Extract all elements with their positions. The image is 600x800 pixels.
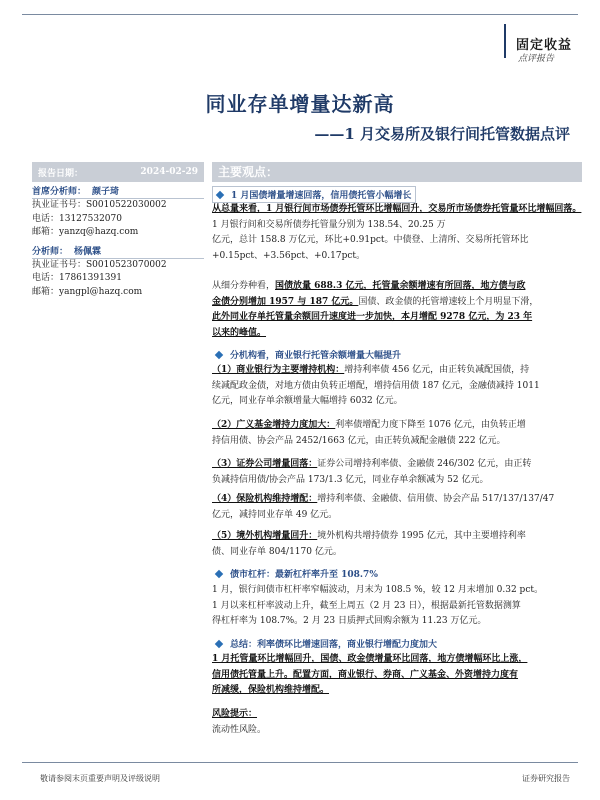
diamond-bullet-icon [215,639,223,647]
risk-text: 流动性风险。 [212,724,267,735]
report-subcategory: 点评报告 [518,54,555,64]
diamond-bullet-icon [215,350,223,358]
paragraph-insurance [212,492,582,523]
body-text: 负减持信用债/协会产品 173/1.3 亿元，同业存单余额减为 52 亿元。 [212,474,489,485]
bullet-heading-text: 分机构看，商业银行托管余额增量大幅提升 [230,351,402,361]
bold-text: 1 月托管量环比增幅回升，国债、政金债增量环比回落，地方债增幅环比上涨， [212,654,528,664]
paragraph-overview [212,202,582,264]
report-date-value: 2024-02-29 [140,167,198,177]
paragraph-leverage [212,583,582,630]
body-text: 从细分券种看， [212,281,276,291]
bullet-heading-text: 债市杠杆：最新杠杆率升至 108.7% [230,570,378,580]
analyst-name: 颜子琦 [92,187,120,197]
analyst-sidebar [32,162,204,299]
bold-text: 信用债托管量上升。配置方面，商业银行、券商、广义基金、外资增持力度有 [212,669,519,680]
body-text: 亿元，总计 158.8 万亿元，环比+0.91pct。中债登、上清所、交易所托管环比 [212,235,529,245]
body-text: +0.15pct、+3.56pct、+0.17pct。 [212,250,365,261]
paragraph-by-type [212,279,582,341]
analyst-email[interactable]: 邮箱：yangpl@hazq.com [32,286,143,297]
paragraph-summary [212,652,582,699]
body-text: 得杠杆率为 108.7%。2 月 23 日质押式回购余额为 11.23 万亿元。 [212,616,487,626]
bold-text: 金债分别增加 1957 与 187 亿元。 [212,296,359,307]
analyst-cert: 执业证书号：S0010523070002 [32,259,167,270]
report-subtitle: ——1 月交易所及银行间托管数据点评 [314,125,570,143]
body-text: 1 月，银行间债市杠杆率窄幅波动，月末为 108.5 %，较 12 月末增加 0.32 pct。 [212,585,543,595]
paragraph-commercial-banks [212,363,582,410]
bold-text: 国债放量 688.3 亿元，托管量余额增速有所回落，地方债与政 [275,281,526,291]
diamond-bullet-icon [215,569,223,577]
bold-text: （4）保险机构维持增配： [212,494,318,504]
bold-text: 此外同业存单托管量余额回升速度进一步加快，本月增配 9278 亿元，为 23 年 [212,312,533,322]
body-text: 持信用债、协会产品 2452/1663 亿元，由正转负减配金融债 222 亿元。 [212,435,506,446]
main-views [212,162,582,735]
paragraph-broad-funds [212,418,582,449]
section-title: 主要观点： [212,162,582,182]
body-text: 1 月银行间和交易所债券托管量分别为 138.54、20.25 万 [212,219,446,230]
bullet-heading [212,186,416,203]
analyst-email[interactable]: 邮箱：yanzq@hazq.com [32,227,139,237]
analyst-header [32,245,204,259]
bold-text: （5）境外机构增量回升： [212,531,318,541]
paragraph-foreign [212,529,582,560]
report-category-block [498,18,578,62]
category-accent-bar [504,24,506,58]
report-date-bar [32,162,204,182]
body-text: 利率债增配力度下降至 1076 亿元，由负转正增 [335,420,526,430]
body-text: 国债、政金债的托管增速较上个月明显下滑， [358,296,539,307]
body-text: 增持利率债、金融债、信用债、协会产品 517/137/137/47 [317,494,555,504]
analyst-role: 首席分析师： [32,187,87,197]
analyst-cert: 执业证书号：S0010522030002 [32,200,167,210]
body-text: 亿元，同业存单余额增量大幅增持 6032 亿元。 [212,396,403,406]
bullet-heading-text: 1 月国债增量增速回落，信用债托管小幅增长 [231,191,412,201]
bold-text: （3）证券公司增量回落： [212,459,318,469]
bullet-heading [212,637,437,650]
risk-section [212,707,582,738]
footer-rule [22,762,578,763]
bold-text: 所减缓，保险机构维持增配。 [212,685,330,695]
analyst-role: 分析师： [32,246,69,257]
bullet-heading [212,567,378,580]
report-title: 同业存单增量达新高 [205,92,395,116]
analyst-name: 杨佩霖 [74,246,102,257]
risk-title: 风险提示： [212,709,258,719]
report-date-label: 报告日期： [38,168,84,179]
analyst-phone: 电话：17861391391 [32,273,122,283]
report-category: 固定收益 [516,38,573,53]
bullet-heading-text: 总结：利率债环比增速回落，商业银行增配力度加大 [230,640,438,650]
bold-text: （2）广义基金增持力度加大： [212,420,336,430]
bold-text: 从总量来看，1 月银行间市场债券托管环比增幅回升，交易所市场债券托管量环比增幅回落。 [212,204,582,214]
paragraph-securities-firms [212,457,582,488]
bullet-heading [212,348,401,361]
body-text: 证券公司增持利率债、金融债 246/302 亿元，由正转 [317,459,532,469]
body-text: 亿元，减持同业存单 49 亿元。 [212,509,338,520]
analyst-phone: 电话：13127532070 [32,213,122,224]
analyst-header [32,185,204,199]
top-rule [22,14,578,15]
body-text: 境外机构共增持债券 1995 亿元，其中主要增持利率 [317,531,526,541]
body-text: 增持利率债 456 亿元，由正转负减配国债，持 [344,365,530,375]
bold-text: （1）商业银行为主要增持机构： [212,365,345,375]
bold-text: 以来的峰值。 [212,327,267,338]
diamond-bullet-icon [216,190,224,198]
body-text: 续减配政金债，对地方债由负转正增配，增持信用债 187 亿元，金融债减持 1011 [212,380,540,391]
footer-disclaimer: 敬请参阅末页重要声明及评级说明 [40,774,160,783]
body-text: 债、同业存单 804/1170 亿元。 [212,546,342,557]
body-text: 1 月以来杠杆率波动上升，截至上周五（2 月 23 日），根据最新托管数据测算 [212,600,521,611]
footer-report-type: 证券研究报告 [522,774,570,783]
